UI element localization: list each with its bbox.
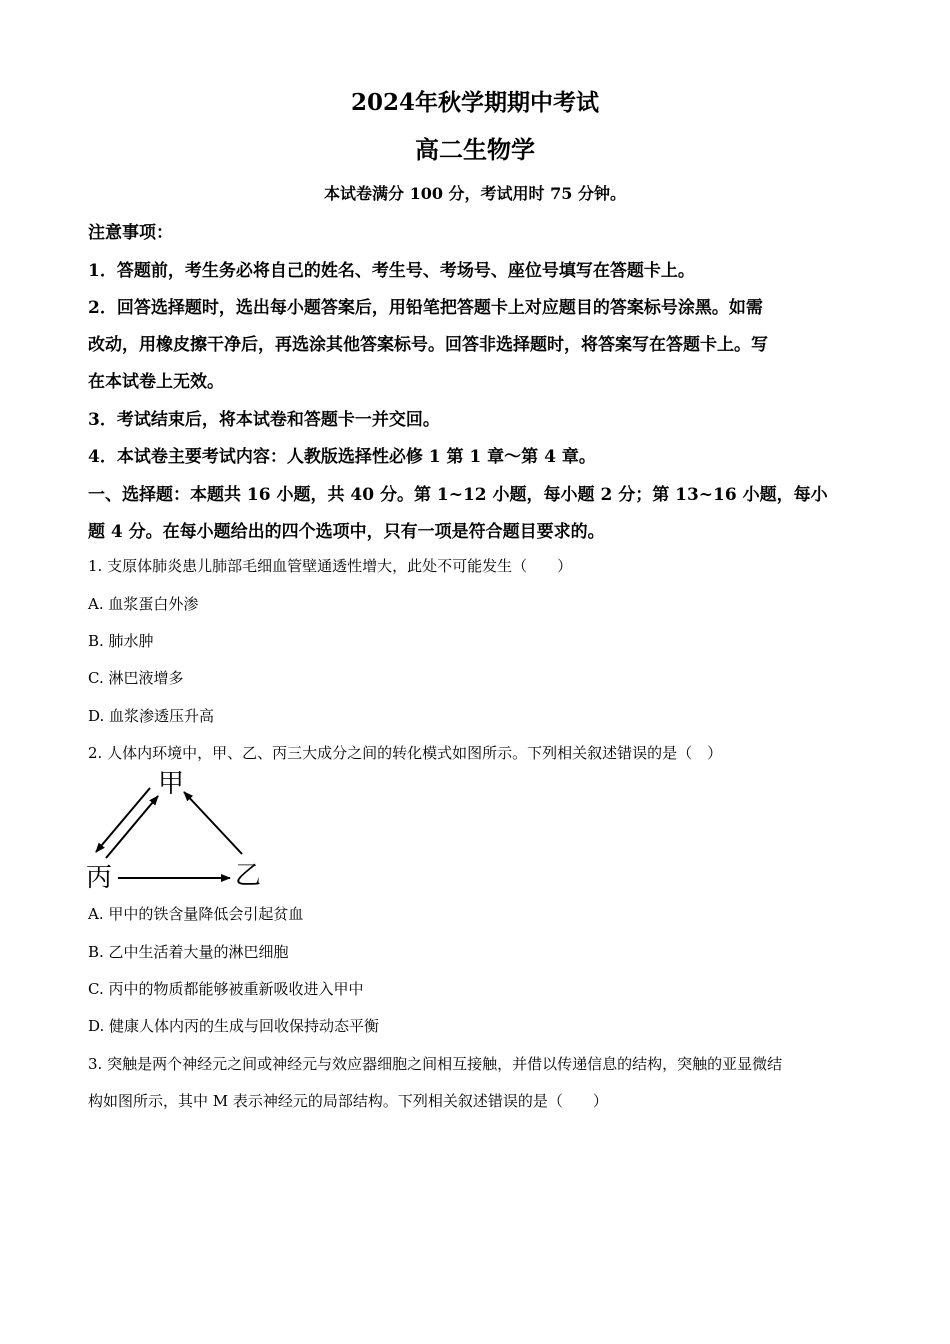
section-heading: 一、选择题：本题共 16 小题，共 40 分。第 1~12 小题，每小题 2 分；第 13~16 小题，每小	[88, 485, 828, 505]
question-1-option-c: C. 淋巴液增多	[88, 669, 184, 687]
arrow-bing-to-jia	[106, 796, 158, 858]
note-line: 在本试卷上无效。	[88, 372, 224, 392]
fluid-conversion-diagram	[84, 762, 274, 894]
question-2-option-c: C. 丙中的物质都能够被重新吸收进入甲中	[88, 980, 364, 998]
arrow-jia-to-bing	[96, 788, 150, 852]
question-2-option-a: A. 甲中的铁含量降低会引起贫血	[88, 905, 304, 923]
arrow-yi-to-jia	[184, 792, 242, 854]
exam-title: 2024年秋学期期中考试	[350, 89, 599, 116]
note-line: 2．回答选择题时，选出每小题答案后，用铅笔把答题卡上对应题目的答案标号涂黑。如需	[88, 298, 763, 318]
question-2-option-d: D. 健康人体内丙的生成与回收保持动态平衡	[88, 1017, 380, 1035]
question-1-option-d: D. 血浆渗透压升高	[88, 707, 215, 725]
question-2-stem: 2. 人体内环境中，甲、乙、丙三大成分之间的转化模式如图所示。下列相关叙述错误的是（ ）	[88, 744, 723, 762]
question-1-option-a: A. 血浆蛋白外渗	[88, 595, 199, 613]
diagram-label-jia: 甲	[158, 769, 185, 799]
note-line: 4．本试卷主要考试内容：人教版选择性必修 1 第 1 章～第 4 章。	[88, 447, 596, 467]
note-line: 1．答题前，考生务必将自己的姓名、考生号、考场号、座位号填写在答题卡上。	[88, 261, 695, 281]
question-3-stem: 3. 突触是两个神经元之间或神经元与效应器细胞之间相互接触，并借以传递信息的结构，突触的亚显微结	[88, 1055, 783, 1073]
question-3-stem: 构如图所示，其中 M 表示神经元的局部结构。下列相关叙述错误的是（ ）	[88, 1092, 608, 1110]
diagram-label-bing: 丙	[86, 863, 113, 893]
notes-heading: 注意事项：	[88, 223, 173, 243]
note-line: 改动，用橡皮擦干净后，再选涂其他答案标号。回答非选择题时，将答案写在答题卡上。写	[88, 335, 768, 355]
diagram-label-yi: 乙	[235, 861, 262, 891]
section-heading: 题 4 分。在每小题给出的四个选项中，只有一项是符合题目要求的。	[88, 522, 605, 542]
question-1-stem: 1. 支原体肺炎患儿肺部毛细血管壁通透性增大，此处不可能发生（ ）	[88, 557, 573, 575]
exam-subject: 高二生物学	[415, 135, 535, 164]
exam-info: 本试卷满分 100 分，考试用时 75 分钟。	[324, 184, 626, 203]
question-2-option-b: B. 乙中生活着大量的淋巴细胞	[88, 943, 289, 961]
note-line: 3．考试结束后，将本试卷和答题卡一并交回。	[88, 410, 440, 430]
question-1-option-b: B. 肺水肿	[88, 632, 154, 650]
